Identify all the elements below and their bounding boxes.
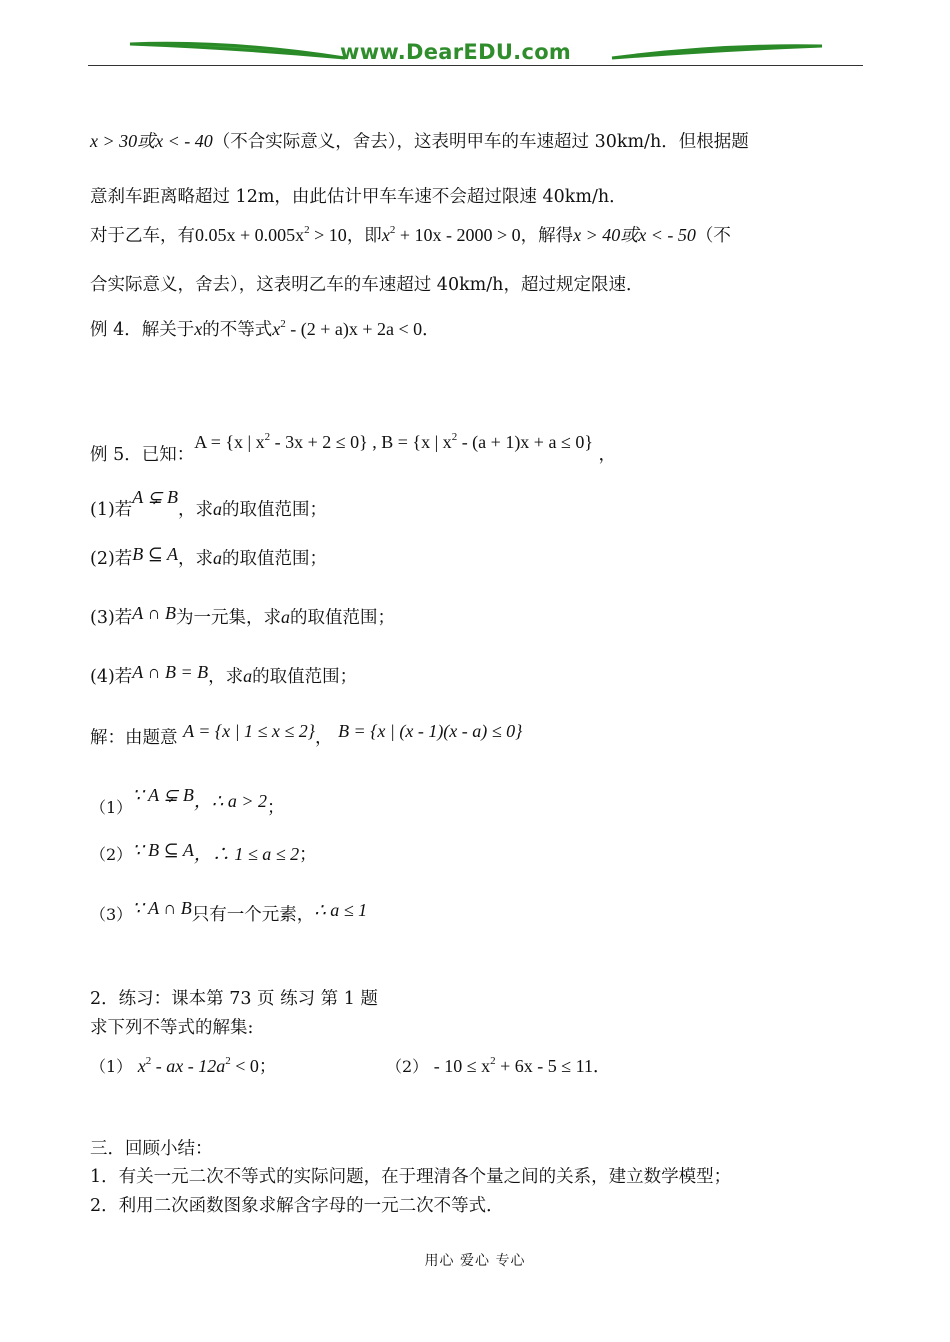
text-span: (1)若	[90, 500, 133, 520]
math-inline: a	[243, 666, 253, 686]
math-part: - (a + 1)x + a ≤ 0}	[457, 432, 593, 452]
text-span: (4)若	[90, 667, 133, 687]
text-span: ，解得	[520, 226, 574, 246]
math-part: x	[272, 319, 281, 339]
text-span: 的取值范围；	[222, 500, 328, 520]
math-inline: ，∴ a > 2	[193, 791, 267, 811]
math-inline: A ∩ B	[132, 603, 176, 623]
summary-item-2: 2．利用二次函数图象求解含字母的一元二次不等式．	[90, 1196, 504, 1216]
question-3	[90, 603, 395, 629]
text-span: 解：由题意	[90, 728, 178, 748]
text-span: ，求	[178, 549, 214, 569]
math-inline: ∵ A ∩ B	[132, 898, 192, 918]
math-inline: B ⊆ A	[132, 544, 179, 564]
superscript: 2	[451, 431, 458, 443]
text-span: ，	[314, 728, 333, 748]
math-inline: A ∩ B = B	[132, 662, 209, 682]
example-4-line	[90, 313, 440, 341]
text-span: (3)若	[90, 608, 133, 628]
text-span: ，求	[208, 667, 244, 687]
math-inline	[382, 225, 521, 245]
math-inline: ∵ B ⊆ A	[132, 840, 194, 860]
exercise-title: 2．练习：课本第 73 页 练习 第 1 题	[90, 989, 378, 1009]
superscript: 2	[264, 431, 271, 443]
math-part: + 6x - 5 ≤ 11	[495, 1056, 593, 1076]
math-inline: ，∴ 1 ≤ a ≤ 2	[193, 844, 300, 864]
text-span: 对于乙车，有	[90, 226, 195, 246]
text-span: 例 5．已知：	[90, 445, 195, 465]
text-span: ，	[592, 445, 617, 465]
math-inline: x > 30或x < - 40	[90, 131, 213, 151]
math-inline	[195, 225, 347, 245]
page-footer: 用心 爱心 专心	[424, 1253, 526, 1269]
math-part: x	[381, 225, 390, 245]
summary-item-1: 1．有关一元二次不等式的实际问题，在于理清各个量之间的关系，建立数学模型；	[90, 1167, 732, 1187]
exercise-subtitle: 求下列不等式的解集:	[90, 1018, 254, 1038]
question-2	[90, 544, 328, 570]
math-part: - ax - 12a	[151, 1056, 226, 1076]
superscript: 2	[280, 318, 286, 330]
text-span: (2)若	[90, 549, 133, 569]
text-span: （2）	[90, 845, 133, 864]
superscript: 2	[490, 1055, 496, 1067]
text-span: 的不等式	[202, 320, 273, 340]
paragraph-line: 合实际意义，舍去），这表明乙车的车速超过 40km/h，超过规定限速．	[90, 275, 644, 295]
paragraph-line: 意刹车距离略超过 12m，由此估计甲车车速不会超过限速 40km/h．	[90, 187, 627, 207]
math-inline: B = {x | (x - 1)(x - a) ≤ 0}	[338, 721, 523, 741]
math-inline: ∵ A ⊊ B	[132, 785, 194, 805]
solution-3	[90, 898, 368, 926]
math-part: > 10	[309, 225, 347, 245]
solution-2	[90, 840, 317, 866]
paragraph-line	[90, 219, 731, 247]
math-inline: A ⊊ B	[132, 487, 179, 507]
solution-intro	[90, 721, 523, 749]
superscript: 2	[225, 1055, 231, 1067]
text-span: （2）	[386, 1057, 429, 1076]
math-inline: x	[194, 319, 203, 339]
text-span: 为一元集，求	[175, 608, 281, 628]
superscript: 2	[389, 224, 396, 236]
header-rule	[88, 65, 863, 66]
math-part: x	[137, 1056, 146, 1076]
text-span: ；	[258, 1057, 277, 1077]
text-span: 只有一个元素，	[191, 905, 315, 925]
example-5-line	[90, 431, 617, 466]
text-span: （不	[695, 226, 731, 246]
math-inline	[194, 432, 593, 452]
site-brand[interactable]: www.DearEDU.com	[340, 40, 572, 64]
math-inline: x > 40或x < - 50	[573, 225, 696, 245]
math-part: A = {x | x	[194, 432, 265, 452]
math-part: - (2 + a)x + 2a < 0	[285, 319, 423, 339]
question-4	[90, 662, 358, 688]
math-inline	[434, 1056, 593, 1076]
math-inline	[272, 319, 422, 339]
exercise-2	[386, 1050, 611, 1078]
exercise-1	[90, 1050, 276, 1078]
math-part: 0.05x + 0.005x	[195, 225, 305, 245]
math-inline: ∴ a ≤ 1	[314, 900, 368, 920]
page-header	[0, 0, 950, 80]
summary-title: 三．回顾小结：	[90, 1139, 213, 1159]
text-span: 的取值范围；	[222, 549, 328, 569]
text-span: （3）	[90, 905, 133, 924]
math-part: - 10 ≤ x	[433, 1056, 491, 1076]
text-span: ．	[593, 1057, 611, 1077]
math-inline	[138, 1056, 259, 1076]
superscript: 2	[304, 224, 310, 236]
math-inline: a	[280, 607, 290, 627]
math-part: + 10x - 2000 > 0	[395, 225, 521, 245]
math-inline: a	[213, 548, 223, 568]
text-span: （不合实际意义，舍去），这表明甲车的车速超过 30km/h．但根据题	[212, 132, 749, 152]
question-1	[90, 487, 328, 521]
math-part: < 0	[230, 1056, 259, 1076]
text-span: ，求	[178, 500, 214, 520]
paragraph-line	[90, 130, 749, 153]
text-span: 例 4．解关于	[90, 320, 195, 340]
math-part: - 3x + 2 ≤ 0} , B = {x | x	[270, 432, 452, 452]
text-span: ；	[299, 845, 317, 865]
text-span: （1）	[90, 1057, 133, 1076]
text-span: 的取值范围；	[252, 667, 358, 687]
text-span: ，即	[346, 226, 382, 246]
text-span: ．	[422, 320, 440, 340]
math-inline: A = {x | 1 ≤ x ≤ 2}	[183, 721, 315, 741]
text-span: （1）	[90, 798, 133, 817]
superscript: 2	[145, 1055, 152, 1067]
text-span: 的取值范围；	[289, 608, 395, 628]
solution-1	[90, 785, 285, 819]
math-inline: a	[213, 499, 223, 519]
text-span: ；	[267, 798, 285, 818]
